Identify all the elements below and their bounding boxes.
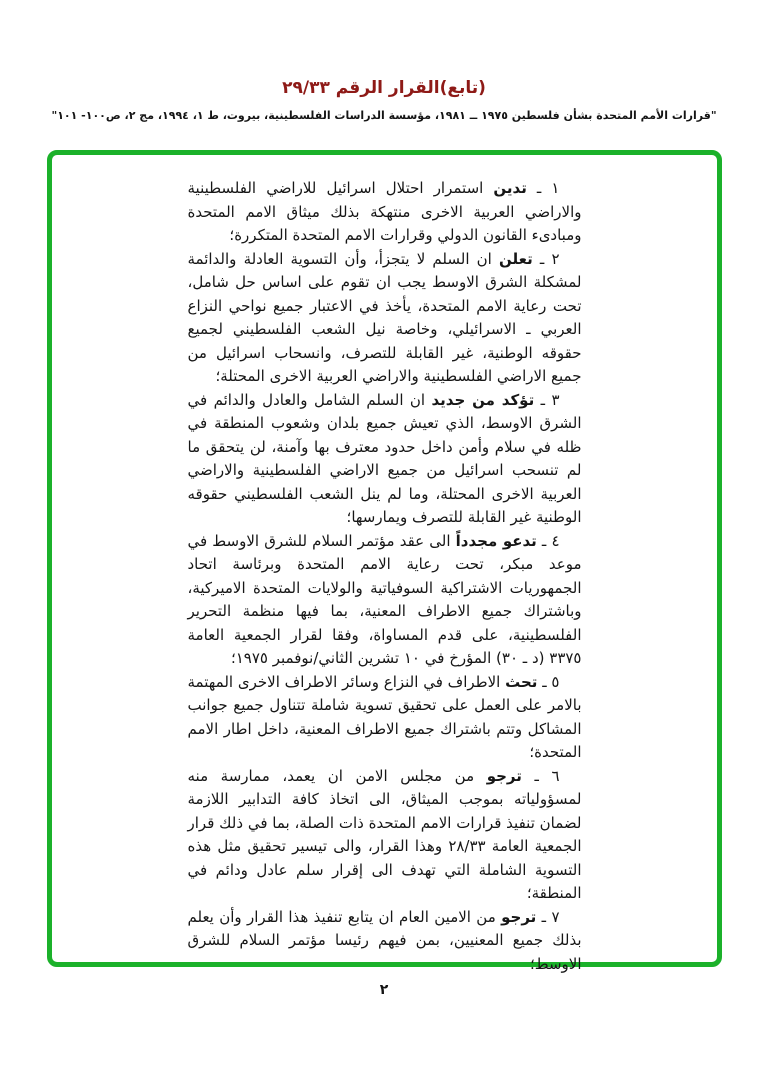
resolution-paragraph-7 xyxy=(188,906,582,977)
operative-verb: تحث xyxy=(505,672,538,691)
paragraph-marker: ٦ ـ xyxy=(521,766,560,785)
resolution-paragraph-6 xyxy=(188,765,582,906)
operative-verb: تعلن xyxy=(499,249,533,268)
resolution-paragraph-5 xyxy=(188,671,582,765)
paragraph-marker: ٧ ـ xyxy=(536,907,560,926)
paragraph-marker: ٥ ـ xyxy=(537,672,560,691)
paragraph-text: من الامين العام ان يتابع تنفيذ هذا القرار وأن يعلم بذلك جميع المعنيين، بمن فيهم رئيسا مؤتمر السلام للشرق الاوسط؛ xyxy=(187,907,582,973)
operative-verb: تدعو مجدداً xyxy=(455,531,537,550)
operative-verb: تدين xyxy=(493,179,527,197)
operative-verb: تؤكد من جديد xyxy=(431,390,535,409)
document-title: (تابع)القرار الرقم ٢٩/٣٣ xyxy=(282,78,486,98)
page-number: ٢ xyxy=(379,982,389,998)
paragraph-marker: ٣ ـ xyxy=(534,390,560,409)
operative-verb: ترجو xyxy=(501,907,537,926)
resolution-paragraph-1 xyxy=(188,177,582,248)
paragraph-marker: ٤ ـ xyxy=(536,531,560,550)
paragraph-marker: ٢ ـ xyxy=(532,249,560,268)
paragraph-text: من مجلس الامن ان يعمد، ممارسة منه لمسؤولياته بموجب الميثاق، الى اتخاذ كافة التدابير اللازمة لضمان تنفيذ قرارات الامم المتحدة ذات الصلة، بما في ذلك قرار الجمعية العامة ٢٨/٣٣ وهذا القرار، والى تيسير تحقيق مثل هذه التسوية الشاملة التي تهدف الى إقرار سلم عادل ودائم في المنطقة؛ xyxy=(187,766,582,902)
paragraph-text: الى عقد مؤتمر السلام للشرق الاوسط في موعد مبكر، تحت رعاية الامم المتحدة وبرئاسة اتحاد الجمهوريات الاشتراكية السوفياتية والولايات المتحدة الاميركية، وباشتراك جميع الاطراف المعنية، بما فيها منظمة التحرير الفلسطينية، على قدم المساواة، وفقا لقرار الجمعية العامة ٣٣٧٥ (د ـ ٣٠) المؤرخ في ١٠ تشرين الثاني/نوفمبر ١٩٧٥؛ xyxy=(187,531,582,667)
paragraph-text: ان السلم لا يتجزأ، وأن التسوية العادلة والدائمة لمشكلة الشرق الاوسط يجب ان تقوم على اساس حل شامل، تحت رعاية الامم المتحدة، يأخذ في الاعتبار جميع نواحي النزاع العربي ـ الاسرائيلي، وخاصة نيل الشعب الفلسطيني لجميع حقوقه الوطنية، غير القابلة للتصرف، وانسحاب اسرائيل من جميع الاراضي الفلسطينية والاراضي العربية الاخرى المحتلة؛ xyxy=(187,249,582,385)
paragraph-text: استمرار احتلال اسرائيل للاراضي الفلسطينية والاراضي العربية الاخرى منتهكة بذلك ميثاق الامم المتحدة ومبادىء القانون الدولي وقرارات الامم المتحدة المتكررة؛ xyxy=(187,179,582,244)
paragraph-text: الاطراف في النزاع وسائر الاطراف الاخرى المهتمة بالامر على العمل على تحقيق تسوية شاملة تتناول جميع جوانب المشاكل وتتم باشتراك جميع الاطراف المعنية، داخل اطار الامم المتحدة؛ xyxy=(187,672,582,761)
resolution-paragraph-2 xyxy=(188,248,582,389)
source-citation: "قرارات الأمم المتحدة بشأن فلسطين ١٩٧٥ ــ ١٩٨١، مؤسسة الدراسات الفلسطينية، بيروت، ط ١، ١٩٩٤، مج ٢، ص١٠٠- ١٠١" xyxy=(51,109,717,122)
operative-verb: ترجو xyxy=(486,766,522,785)
resolution-paragraph-4 xyxy=(188,530,582,671)
resolution-body xyxy=(188,177,582,976)
paragraph-marker: ١ ـ xyxy=(526,179,560,197)
resolution-paragraph-3 xyxy=(188,389,582,530)
green-highlight-frame xyxy=(47,150,722,973)
paragraph-text: ان السلم الشامل والعادل والدائم في الشرق الاوسط، الذي تعيش جميع بلدان وشعوب المنطقة في ظله في سلام وأمن داخل حدود معترف بها وآمنة، لن يتحقق ما لم تنسحب اسرائيل من جميع الاراضي الفلسطينية والاراضي العربية الاخرى المحتلة، وما لم ينل الشعب الفلسطيني حقوقه الوطنية غير القابلة للتصرف ويمارسها؛ xyxy=(187,390,582,526)
